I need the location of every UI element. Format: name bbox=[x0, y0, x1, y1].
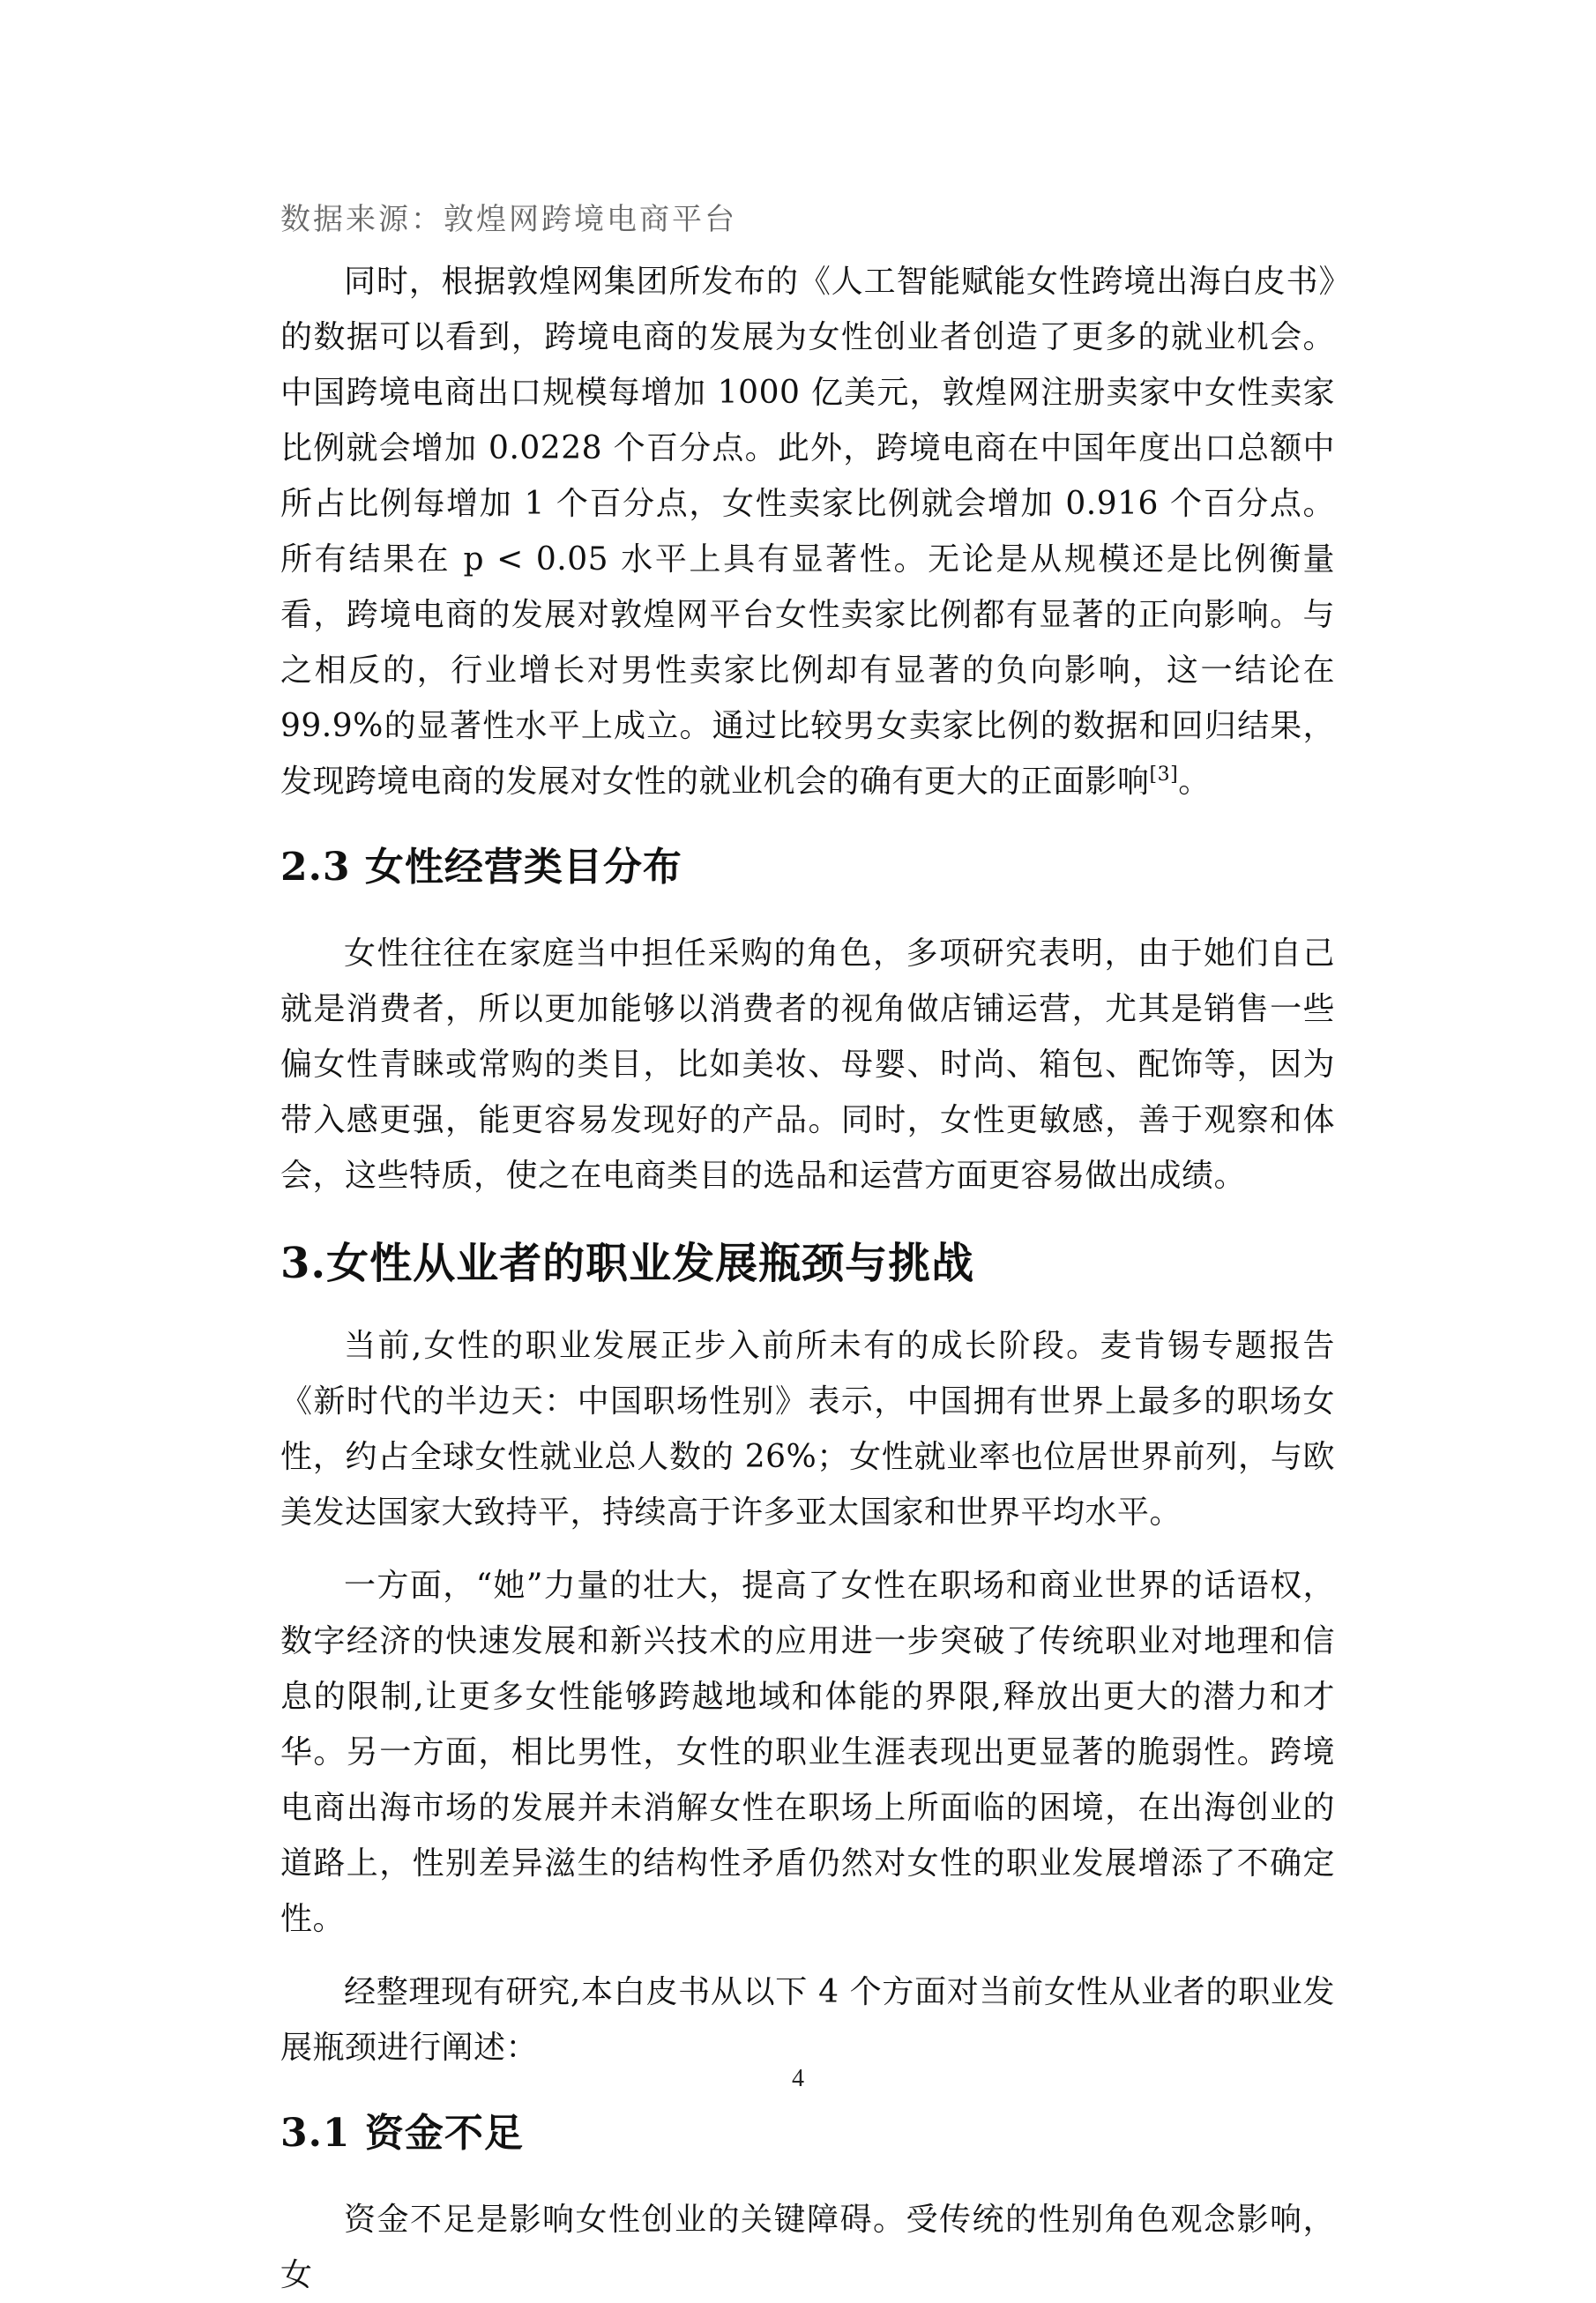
paragraph-dhgate-data bbox=[280, 254, 1335, 809]
section-heading-3-1: 3.1 资金不足 bbox=[280, 2111, 524, 2156]
paragraph-category-distribution: 女性往往在家庭当中担任采购的角色，多项研究表明，由于她们自己就是消费者，所以更加能够以消费者的视角做店铺运营，尤其是销售一些偏女性青睐或常购的类目，比如美妆、母婴、时尚、箱包、配饰等，因为带入感更强，能更容易发现好的产品。同时，女性更敏感，善于观察和体会，这些特质，使之在电商类目的选品和运营方面更容易做出成绩。 bbox=[280, 935, 1335, 1194]
paragraph-funding: 资金不足是影响女性创业的关键障碍。受传统的性别角色观念影响，女 bbox=[280, 2202, 1335, 2293]
page-number: 4 bbox=[792, 2065, 804, 2092]
paragraph-overview: 经整理现有研究,本白皮书从以下 4 个方面对当前女性从业者的职业发展瓶颈进行阐述： bbox=[280, 1974, 1335, 2066]
section-heading-2-3: 2.3 女性经营类目分布 bbox=[280, 845, 682, 890]
data-source-note: 数据来源：敦煌网跨境电商平台 bbox=[280, 202, 737, 237]
page-content bbox=[280, 192, 1335, 2303]
chapter-heading-3: 3.女性从业者的职业发展瓶颈与挑战 bbox=[280, 1239, 975, 1288]
paragraph-text: 同时，根据敦煌网集团所发布的《人工智能赋能女性跨境出海白皮书》的数据可以看到，跨境电商的发展为女性创业者创造了更多的就业机会。中国跨境电商出口规模每增加 1000 亿美元，敦煌网注册卖家中女性卖家比例就会增加 0.0228 个百分点。此外，跨境电商在中国年度出口总额中所占比例每增加 1 个百分点，女性卖家比例就会增加 0.916 个百分点。所有结果在 p < 0.05 水平上具有显著性。无论是从规模还是比例衡量看，跨境电商的发展对敦煌网平台女性卖家比例都有显著的正向影响。与之相反的，行业增长对男性卖家比例却有显著的负向影响，这一结论在 99.9%的显著性水平上成立。通过比较男女卖家比例的数据和回归结果，发现跨境电商的发展对女性的就业机会的确有更大的正面影响 bbox=[280, 264, 1335, 800]
paragraph-her-power: 一方面，“她”力量的壮大，提高了女性在职场和商业世界的话语权，数字经济的快速发展和新兴技术的应用进一步突破了传统职业对地理和信息的限制,让更多女性能够跨越地域和体能的界限,释放出更大的潜力和才华。另一方面，相比男性，女性的职业生涯表现出更显著的脆弱性。跨境电商出海市场的发展并未消解女性在职场上所面临的困境，在出海创业的道路上，性别差异滋生的结构性矛盾仍然对女性的职业发展增添了不确定性。 bbox=[280, 1568, 1335, 1937]
paragraph-tail: 。 bbox=[1178, 764, 1211, 800]
citation-ref: [3] bbox=[1149, 764, 1179, 786]
paragraph-mckinsey-report: 当前,女性的职业发展正步入前所未有的成长阶段。麦肯锡专题报告《新时代的半边天：中国职场性别》表示，中国拥有世界上最多的职场女性，约占全球女性就业总人数的 26%；女性就业率也位居世界前列，与欧美发达国家大致持平，持续高于许多亚太国家和世界平均水平。 bbox=[280, 1328, 1335, 1531]
